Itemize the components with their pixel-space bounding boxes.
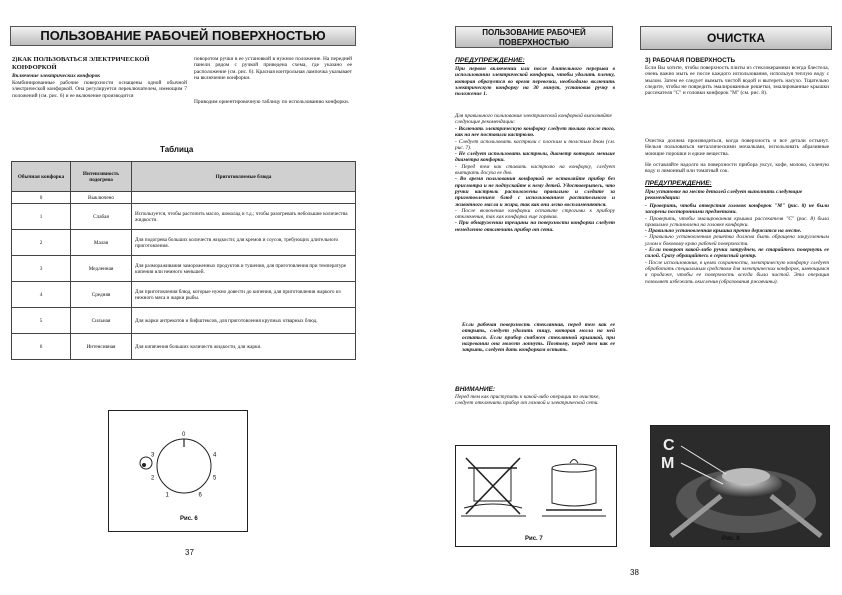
- table-title: Таблица: [160, 145, 194, 154]
- bullet-item: - После включения конфорки оставьте строгими к прибору отключения, так как конфорка еще горячая.: [455, 207, 615, 221]
- knob-position-label: 1: [165, 492, 169, 499]
- table-header-cell: Интенсивность подогрева: [71, 162, 132, 192]
- right-para-2: Очистка должна производиться, когда поверхность и все детали остынут. Нельзя пользоваться металлическими мочалками, использовать абразивные моющие порошки и едкие вещества.: [645, 138, 829, 157]
- label-c: C: [663, 437, 675, 454]
- table-header-cell: Обычная конфорка: [12, 162, 71, 192]
- attention-text: Перед тем как приступить к какой-либо операции по очистке, следует отключить прибор от газовой и электрической сети.: [455, 394, 600, 407]
- table-cell: Для приготовления блюд, которые нужно довести до кипения, для приготовления жаркого из нежного мяса и жарки рыбы.: [132, 282, 356, 308]
- right-warning-intro: При установке на место деталей следует выполнить следующие рекомендации:: [645, 189, 803, 202]
- table-cell: 3: [12, 256, 71, 282]
- burner-position-dot: [142, 463, 146, 467]
- right-section-title: 3) РАБОЧАЯ ПОВЕРХНОСТЬ: [645, 57, 736, 64]
- right-page-number: 38: [630, 568, 639, 577]
- knob-zero-label: 0: [182, 432, 186, 438]
- burner-photo: [651, 426, 829, 546]
- bullet-item: - Проверить, чтобы эмалированная крышка рассекателя "С" (рис. 8) была правильно установлена на головке конфорки.: [645, 215, 829, 228]
- left-section-title: 2)КАК ПОЛЬЗОВАТЬСЯ ЭЛЕКТРИЧЕСКОЙ КОНФОРКОЙ: [12, 56, 150, 71]
- pots-diagram: [456, 446, 616, 546]
- middle-warning-rec: Для правильного пользования электрической конфоркой выполняйте следующие рекомендации:: [455, 113, 612, 126]
- knob-position-label: 2: [151, 475, 155, 482]
- table-cell: Малая: [71, 230, 132, 256]
- right-para-1: Если Вы хотите, чтобы поверхность плиты из стеклокерамики всегда блестела, очень важно мыть ее после каждого использования, используя теплую воду с мылом. Затем ее следует вымыть чистой водой и вытереть насухо. Тщательно следите, чтобы не повредить эмалированные решетки, эмалированные крышки рассекателя "С" и головки конфорок "М" (см. рис. 8).: [645, 65, 829, 97]
- middle-warning-title: ПРЕДУПРЕЖДЕНИЕ:: [455, 57, 525, 64]
- knob-position-label: 6: [198, 492, 202, 499]
- middle-page-header: ПОЛЬЗОВАНИЕ РАБОЧЕЙ ПОВЕРХНОСТЬЮ: [455, 26, 613, 48]
- right-warning-title: ПРЕДУПРЕЖДЕНИЕ:: [645, 180, 712, 187]
- left-page-number: 37: [185, 548, 194, 557]
- bullet-item: - Не следует использовать кастрюли, диаметр которых меньше диаметра конфорки.: [455, 151, 615, 164]
- knob-circle: [157, 439, 211, 493]
- table-cell: Для размораживания замороженных продуктов и тушения, для приготовления при температуре кипения или немного меньшей.: [132, 256, 356, 282]
- table-cell: Для подогрева больших количеств жидкости; для кремов и соусов, требующих длительного приготовления.: [132, 230, 356, 256]
- left-page-header: ПОЛЬЗОВАНИЕ РАБОЧЕЙ ПОВЕРХНОСТЬЮ: [10, 26, 356, 46]
- table-row: [12, 282, 356, 308]
- table-cell: Используется, чтобы растопить масло, шоколад и т.д.; чтобы разогревать небольшие количества жидкости.: [132, 204, 356, 230]
- table-cell: [132, 192, 356, 204]
- table-cell: Выключено: [71, 192, 132, 204]
- table-header-cell: Приготовляемые блюда: [132, 162, 356, 192]
- bullet-item: - Правильно установленная крышка прочно держится на месте.: [645, 228, 802, 235]
- table-cell: Медленная: [71, 256, 132, 282]
- table-cell: 0: [12, 192, 71, 204]
- bullet-item: - Следует использовать кастрюли с плоским и толстым дном (см. рис. 7).: [455, 138, 615, 151]
- burner-position-icon: [140, 457, 152, 469]
- figure-6-knob: [108, 410, 248, 532]
- left-intro-col1: Комбинированные рабочие поверхности оснащены одной обычной электрической конфоркой. Она регулируется переключателем, имеющим 7 положений (см. рис. 6) и ее включение производится: [12, 80, 187, 99]
- bullet-item: - Если поворот какой-либо ручки затруднен, не старайтесь повернуть ее силой. Сразу обращайтесь в сервисный центр.: [645, 247, 829, 260]
- table-cell: 4: [12, 282, 71, 308]
- middle-bullet-list: [455, 126, 615, 233]
- bullet-item: - Во время пользования конфоркой не оставляйте прибор без присмотра и не подпускайте к нему детей. Удостоверьтесь, что ручки кастрюль расположены правильно и следите за приготовлением блюд с использованием растительного и животного масла и жира, так как они легко воспламеняются.: [455, 176, 615, 208]
- correct-pot-icon: [542, 460, 606, 517]
- knob-position-label: 4: [213, 452, 217, 459]
- middle-glass-note: Если рабочая поверхность стеклянная, перед тем как ее открыть, следует удалить пищу, которая могла на ней остаться. Если прибор снабжен стеклянной крышкой, при нагревании она может лопнуть. Поэтому, перед тем как ее закрыть, следует дать конфоркам остыть.: [462, 322, 615, 354]
- table-cell: 5: [12, 308, 71, 334]
- right-bullet-list: [645, 203, 829, 285]
- left-intro-col2-a: поворотом ручки в ее установкой в нужное положение. На передней панели рядом с ручкой приведена схема, где указано ее расположение (см. рис. 6). Красная контрольная лампочка указывает на включение конфорки.: [194, 56, 352, 81]
- table-cell: Интенсивная: [71, 334, 132, 360]
- table-row: [12, 204, 356, 230]
- attention-title: ВНИМАНИЕ:: [455, 386, 496, 393]
- table-cell: Для кипячения больших количеств жидкости, для жарки.: [132, 334, 356, 360]
- bullet-item: - Проверить, чтобы отверстия головок конфорок "М" (рис. 8) не были засорены посторонними предметами.: [645, 203, 829, 216]
- left-subtitle: Включение электрических конфорок: [12, 73, 101, 79]
- left-intro-col2-b: Приводим ориентировочную таблицу по использованию конфорки.: [194, 99, 350, 105]
- figure-6-caption: Рис. 6: [180, 516, 198, 522]
- figure-8-burner-photo: [650, 425, 830, 547]
- heating-table: [11, 161, 356, 360]
- table-cell: Для жарки антрекотов и бифштексов, для приготовления крупных отварных блюд.: [132, 308, 356, 334]
- bullet-item: - Включать электрическую конфорку следует только после того, как на нее поставили кастрюлю.: [455, 126, 615, 139]
- bullet-item: - После использования, в целях сохранности, электрическую конфорку следует обработать специальным средством для электрических конфорок, имеющимся в продаже, чтобы ее поверхность всегда была чистой. Эта операция позволяет избежать окисления (образования ржавчины).: [645, 259, 830, 285]
- figure-7-pots: [455, 445, 617, 547]
- table-cell: Слабая: [71, 204, 132, 230]
- middle-warning-intro: При первом включении или после длительного перерыва в использовании электрической конфорки, чтобы удалить пленку, которая образуется во время перевозки, необходимо включить электрическую конфорку на 30 минут, установив ручку в положение 1.: [455, 66, 615, 98]
- right-para-3: Не оставляйте надолго на поверхности прибора уксус, кофе, молоко, соленую воду и лимонный или томатный сок.: [645, 162, 829, 175]
- table-row: [12, 192, 356, 204]
- bullet-item: - При обнаружении трещины на поверхности конфорки следует немедленно отключить прибор от сети.: [455, 220, 615, 233]
- table-row: [12, 230, 356, 256]
- table-cell: Средняя: [71, 282, 132, 308]
- right-page-header: ОЧИСТКА: [640, 26, 832, 50]
- bullet-item: - Правильно установленная решетка должна быть обращена закругленным углом к боковому краю рабочей поверхности.: [645, 234, 829, 247]
- knob-position-label: 5: [213, 475, 217, 482]
- table-row: [12, 334, 356, 360]
- knob-position-label: 3: [151, 452, 155, 459]
- knob-diagram: [109, 411, 247, 531]
- burner-cap: [722, 468, 770, 484]
- wrong-pot-icon: [461, 458, 526, 516]
- bullet-item: - Перед тем как ставить кастрюлю на конфорку, следует вытирать досуха ее дно.: [455, 163, 615, 177]
- table-cell: 2: [12, 230, 71, 256]
- table-cell: 6: [12, 334, 71, 360]
- label-m: M: [661, 455, 675, 472]
- figure-8-caption: Рис. 8: [722, 536, 740, 542]
- table-row: [12, 308, 356, 334]
- table-row: [12, 256, 356, 282]
- table-cell: Сильная: [71, 308, 132, 334]
- table-cell: 1: [12, 204, 71, 230]
- figure-7-caption: Рис. 7: [525, 536, 543, 542]
